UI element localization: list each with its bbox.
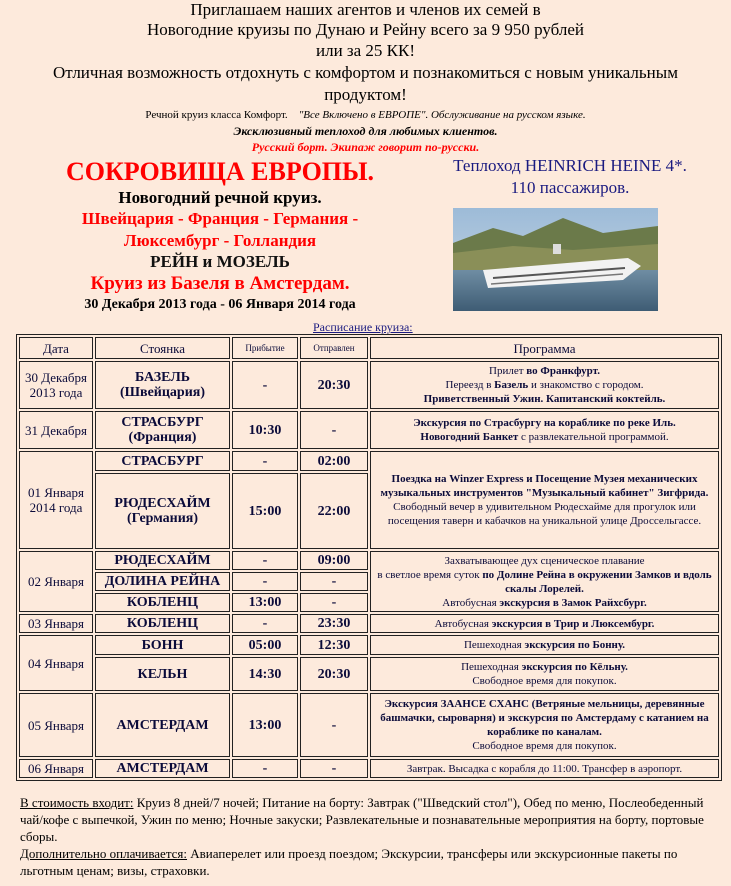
ship-photo (453, 208, 658, 311)
table-row (19, 614, 719, 633)
extra-label: Дополнительно оплачивается: (20, 846, 188, 861)
program-text: Поездка на Winzer Express и Посещение Музея механических музыкальных инструментов "Музыкальный кабинет" Зигфрида. (380, 473, 709, 499)
headline-5: продуктом! (324, 85, 407, 104)
table-header-row (19, 337, 719, 359)
departure: - (300, 572, 368, 591)
program-text: Базель (494, 379, 529, 391)
included-text: Круиз 8 дней/7 ночей; Питание на борту: Завтрак ("Шведский стол"), Обед по меню, Послеобеденный чай/кофе с выпечкой, Ужин по меню; Ночные закуски; Развлекательные и познавательные мероприятия на борту, портовые сборы. (20, 795, 704, 844)
cruise-title: СОКРОВИЩА ЕВРОПЫ. (65, 157, 375, 186)
departure: 22:00 (300, 473, 368, 549)
col-stop: Стоянка (95, 337, 230, 359)
program-text: экскурсия в Замок Райхсбург. (499, 596, 647, 609)
arrival: - (232, 361, 298, 409)
program-cell (370, 635, 719, 655)
program-text: Автобусная (442, 596, 500, 609)
departure: - (300, 411, 368, 449)
departure: - (300, 593, 368, 612)
arrival: - (232, 759, 298, 778)
footer-notes (20, 794, 720, 879)
table-row (19, 759, 719, 778)
country: (Франция) (128, 430, 197, 445)
stop-cell: БОНН (95, 635, 230, 655)
date-cell: 05 Января (19, 693, 93, 757)
arrival: 13:00 (232, 693, 298, 757)
program-cell (370, 693, 719, 757)
date-cell: 30 Декабря 2013 года (19, 361, 93, 409)
col-arrival: Прибытие (232, 337, 298, 359)
route: Круиз из Базеля в Амстердам. (90, 273, 350, 294)
date-cell: 03 Января (19, 614, 93, 633)
arrival: - (232, 614, 298, 633)
countries-line-1: Швейцария - Франция - Германия - (81, 209, 359, 228)
cruise-dates: 30 Декабря 2013 года - 06 Января 2014 года (84, 297, 356, 312)
program-text: экскурсия в Трир и Люксембург. (491, 617, 655, 630)
departure: - (300, 759, 368, 778)
stop-cell: АМСТЕРДАМ (95, 693, 230, 757)
program-cell (370, 551, 719, 612)
arrival: - (232, 451, 298, 471)
stop-cell (95, 473, 230, 549)
cruise-subtitle: Новогодний речной круиз. (118, 188, 322, 207)
stop-cell: КОБЛЕНЦ (95, 593, 230, 612)
table-row (19, 551, 719, 570)
all-inclusive-text: "Все Включено в ЕВРОПЕ". Обслуживание на русском языке. (298, 109, 586, 121)
headline-4: Отличная возможность отдохнуть с комфортом и познакомиться с новым уникальным (53, 63, 678, 82)
program-cell (370, 657, 719, 691)
program-text: Свободный вечер в удивительном Рюдесхайме для прогулок или посещения таверн и кабачков на уникальной улице Дроссельгассе. (387, 501, 702, 527)
stop-cell: РЮДЕСХАЙМ (95, 551, 230, 570)
date-cell: 04 Января (19, 635, 93, 691)
program-cell (370, 614, 719, 633)
table-row (19, 361, 719, 409)
date-cell: 06 Января (19, 759, 93, 778)
table-row (19, 411, 719, 449)
departure: 12:30 (300, 635, 368, 655)
class-text: Речной круиз класса Комфорт. (145, 109, 288, 121)
date-cell: 31 Декабря (19, 411, 93, 449)
program-text: Пешеходная (463, 639, 525, 651)
arrival: 10:30 (232, 411, 298, 449)
program-cell (370, 759, 719, 778)
passenger-count: 110 пассажиров. (510, 178, 630, 197)
departure: 09:00 (300, 551, 368, 570)
program-text: во Франкфурт. (526, 365, 600, 377)
program-text: Пешеходная (461, 661, 522, 673)
country: (Швейцария) (119, 385, 206, 400)
city: РЮДЕСХАЙМ (114, 496, 211, 511)
stop-cell: СТРАСБУРГ (95, 451, 230, 471)
col-departure: Отправлен (300, 337, 368, 359)
headline-3: или за 25 КК! (315, 41, 416, 60)
program-text: Свободное время для покупок. (472, 675, 617, 687)
program-text: Прилет (489, 365, 527, 377)
program-text: Завтрак. Высадка с корабля до 11:00. Трансфер в аэропорт. (406, 762, 683, 775)
class-info (0, 109, 731, 121)
program-text: Автобусная (434, 617, 492, 630)
schedule-link[interactable]: Расписание круиза: (313, 320, 413, 334)
headline-1: Приглашаем наших агентов и членов их семей в (190, 0, 541, 19)
program-text: по Долине Рейна в окружении Замков и вдоль скалы Лорелей. (482, 568, 712, 595)
arrival: 15:00 (232, 473, 298, 549)
stop-cell: КЕЛЬН (95, 657, 230, 691)
departure: - (300, 693, 368, 757)
rivers: РЕЙН и МОЗЕЛЬ (150, 252, 290, 271)
arrival: - (232, 551, 298, 570)
table-row (19, 451, 719, 471)
departure: 02:00 (300, 451, 368, 471)
arrival: 05:00 (232, 635, 298, 655)
included-label: В стоимость входит: (20, 795, 134, 810)
col-date: Дата (19, 337, 93, 359)
russian-board-text: Русский борт. Экипаж говорит по-русски. (251, 140, 480, 154)
program-cell (370, 411, 719, 449)
program-text: в светлое время суток (377, 568, 483, 581)
stop-cell: АМСТЕРДАМ (95, 759, 230, 778)
ship-name: Теплоход HEINRICH HEINE 4*. (453, 156, 687, 175)
program-text: Захватывающее дух сценическое плавание (444, 554, 645, 567)
schedule-table (16, 334, 722, 781)
program-text: с развлекательной программой. (518, 431, 669, 443)
stop-cell: ДОЛИНА РЕЙНА (95, 572, 230, 591)
city: СТРАСБУРГ (121, 415, 204, 430)
arrival: 13:00 (232, 593, 298, 612)
program-text: Переезд в (445, 379, 495, 391)
stop-cell (95, 411, 230, 449)
program-text: Приветственный Ужин. Капитанский коктейль. (423, 393, 666, 405)
program-text: экскурсия по Кёльну. (521, 661, 628, 673)
arrival: 14:30 (232, 657, 298, 691)
departure: 20:30 (300, 657, 368, 691)
countries-line-2: Люксембург - Голландия (123, 231, 317, 250)
stop-cell (95, 361, 230, 409)
headline-2: Новогодние круизы по Дунаю и Рейну всего за 9 950 рублей (147, 20, 584, 39)
exclusive-text: Эксклюзивный теплоход для любимых клиентов. (233, 124, 498, 138)
table-row (19, 657, 719, 691)
extra-text: Авиаперелет или проезд поездом; Экскурсии, трансферы или экскурсионные пакеты по льготным ценам; визы, страховки. (20, 846, 678, 878)
program-text: Свободное время для покупок. (472, 740, 617, 752)
stop-cell: КОБЛЕНЦ (95, 614, 230, 633)
program-cell (370, 361, 719, 409)
arrival: - (232, 572, 298, 591)
date-cell: 02 Января (19, 551, 93, 612)
program-cell (370, 451, 719, 549)
program-text: экскурсия по Бонну. (524, 639, 626, 651)
table-row (19, 635, 719, 655)
departure: 23:30 (300, 614, 368, 633)
city: БАЗЕЛЬ (134, 370, 191, 385)
program-text: Экскурсия ЗААНСЕ СХАНС (Ветряные мельницы, деревянные башмачки, сыроварня) и экскурсия по Амстердаму с катанием на кораблике по каналам. (380, 698, 709, 738)
country: (Германия) (126, 511, 199, 526)
col-program: Программа (370, 337, 719, 359)
program-text: Новогодний Банкет (420, 431, 519, 443)
departure: 20:30 (300, 361, 368, 409)
program-text: Экскурсия по Страсбургу на кораблике по реке Иль. (413, 417, 676, 429)
date-cell: 01 Января 2014 года (19, 451, 93, 549)
table-row (19, 693, 719, 757)
program-text: и знакомство с городом. (528, 379, 644, 391)
